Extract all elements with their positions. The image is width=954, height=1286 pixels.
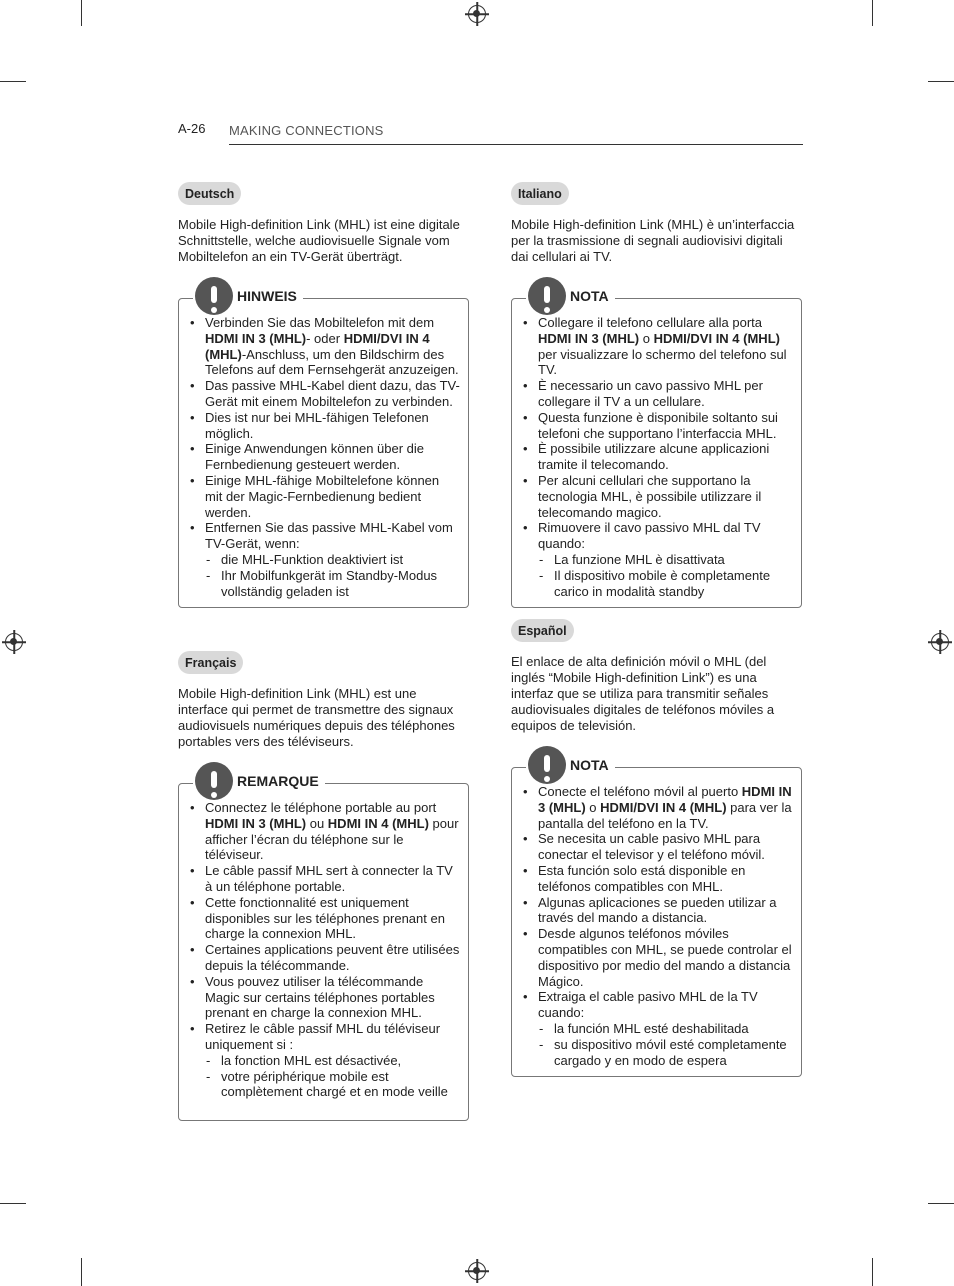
intro-paragraph: El enlace de alta definición móvil o MHL (del inglés “Mobile High-definition Link”) es una interfaz que se utiliza para transmitir señales audiovisuales digitales de teléfonos móviles a equipos de televisión. xyxy=(511,654,775,733)
note-list xyxy=(189,315,460,599)
note-box xyxy=(178,773,469,1121)
note-title: NOTA xyxy=(570,757,609,773)
note-header xyxy=(526,277,615,315)
sub-list-item: - Ihr Mobilfunkgerät im Standby-Modus vollständig geladen ist xyxy=(205,568,460,600)
note-box xyxy=(178,288,469,608)
list-item: • Collegare il telefono cellulare alla porta HDMI IN 3 (MHL) o HDMI/DVI IN 4 (MHL) per visualizzare lo schermo del telefono sul TV. xyxy=(522,315,793,378)
list-item: • Algunas aplicaciones se pueden utilizar a través del mando a distancia. xyxy=(522,895,793,927)
sub-list-item: - die MHL-Funktion deaktiviert ist xyxy=(205,552,460,568)
note-list xyxy=(189,800,460,1100)
language-badge: Español xyxy=(511,619,574,642)
sub-list xyxy=(205,1053,460,1100)
list-item: • Per alcuni cellulari che supportano la tecnologia MHL, è possibile utilizzare il telecomando magico. xyxy=(522,473,793,520)
registration-mark-icon xyxy=(468,1262,486,1280)
list-item: • Das passive MHL-Kabel dient dazu, das TV-Gerät mit einem Mobiltelefon zu verbinden. xyxy=(189,378,460,410)
note-header xyxy=(193,762,325,800)
registration-mark-icon xyxy=(468,5,486,23)
note-title: HINWEIS xyxy=(237,288,297,304)
note-header xyxy=(193,277,303,315)
crop-mark xyxy=(0,81,26,82)
crop-mark xyxy=(81,0,82,26)
note-box xyxy=(511,757,802,1077)
note-list xyxy=(522,315,793,599)
note-title: NOTA xyxy=(570,288,609,304)
list-item: • Le câble passif MHL sert à connecter la TV à un téléphone portable. xyxy=(189,863,460,895)
list-item: • Retirez le câble passif MHL du téléviseur uniquement si : - la fonction MHL est désactivée, - votre périphérique mobile est complètement chargé et en mode veille xyxy=(189,1021,460,1100)
sub-list-item: - La funzione MHL è disattivata xyxy=(538,552,793,568)
exclamation-icon xyxy=(528,746,566,784)
registration-mark-icon xyxy=(931,633,949,651)
crop-mark xyxy=(81,1258,82,1286)
sub-list-item: - la fonction MHL est désactivée, xyxy=(205,1053,460,1069)
crop-mark xyxy=(872,1258,873,1286)
list-item: • Conecte el teléfono móvil al puerto HDMI IN 3 (MHL) o HDMI/DVI IN 4 (MHL) para ver la pantalla del teléfono en la TV. xyxy=(522,784,793,831)
crop-mark xyxy=(872,0,873,26)
intro-paragraph: Mobile High-definition Link (MHL) ist eine digitale Schnittstelle, welche audiovisuelle Signale vom Mobiltelefon an ein TV-Gerät überträgt. xyxy=(178,217,460,264)
note-title: REMARQUE xyxy=(237,773,319,789)
list-item: • Connectez le téléphone portable au port HDMI IN 3 (MHL) ou HDMI IN 4 (MHL) pour afficher l’écran du téléphone sur le téléviseur. xyxy=(189,800,460,863)
list-item: • Esta función solo está disponible en teléfonos compatibles con MHL. xyxy=(522,863,793,895)
note-list xyxy=(522,784,793,1068)
list-item: • È necessario un cavo passivo MHL per collegare il TV a un cellulare. xyxy=(522,378,793,410)
language-badge: Français xyxy=(178,651,243,674)
list-item: • Se necesita un cable pasivo MHL para conectar el televisor y el teléfono móvil. xyxy=(522,831,793,863)
sub-list xyxy=(538,552,793,599)
list-item: • Dies ist nur bei MHL-fähigen Telefonen möglich. xyxy=(189,410,460,442)
language-badge: Italiano xyxy=(511,182,569,205)
intro-paragraph: Mobile High-definition Link (MHL) est une interface qui permet de transmettre des signaux audiovisuels numériques depuis des téléphones portables vers des téléviseurs. xyxy=(178,686,455,749)
sub-list-item: - su dispositivo móvil esté completamente cargado y en modo de espera xyxy=(538,1037,793,1069)
list-item: • Extraiga el cable pasivo MHL de la TV cuando: - la función MHL esté deshabilitada - su dispositivo móvil esté completamente cargado y en modo de espera xyxy=(522,989,793,1068)
list-item: • Desde algunos teléfonos móviles compatibles con MHL, se puede controlar el dispositivo por medio del mando a distancia Mágico. xyxy=(522,926,793,989)
exclamation-icon xyxy=(528,277,566,315)
list-item: • Rimuovere il cavo passivo MHL dal TV quando: - La funzione MHL è disattivata - Il dispositivo mobile è completamente carico in modalità standby xyxy=(522,520,793,599)
list-item: • Verbinden Sie das Mobiltelefon mit dem HDMI IN 3 (MHL)- oder HDMI/DVI IN 4 (MHL)-Anschluss, um den Bildschirm des Telefons auf dem Fernsehgerät anzuzeigen. xyxy=(189,315,460,378)
sub-list-item: - votre périphérique mobile est complètement chargé et en mode veille xyxy=(205,1069,460,1101)
page-number: A-26 xyxy=(178,121,206,136)
list-item: • Einige MHL-fähige Mobiltelefone können mit der Magic-Fernbedienung bedient werden. xyxy=(189,473,460,520)
list-item: • È possibile utilizzare alcune applicazioni tramite il telecomando. xyxy=(522,441,793,473)
list-item: • Certaines applications peuvent être utilisées depuis la télécommande. xyxy=(189,942,460,974)
registration-mark-icon xyxy=(5,633,23,651)
list-item: • Cette fonctionnalité est uniquement disponibles sur les téléphones prenant en charge la connexion MHL. xyxy=(189,895,460,942)
section-deutsch xyxy=(178,182,469,608)
section-title: MAKING CONNECTIONS xyxy=(229,123,384,138)
crop-mark xyxy=(0,1203,26,1204)
exclamation-icon xyxy=(195,762,233,800)
section-francais xyxy=(178,651,469,1121)
intro-paragraph: Mobile High-definition Link (MHL) è un’interfaccia per la trasmissione di segnali audiovisivi digitali dai cellulari ai TV. xyxy=(511,217,795,264)
list-item: • Questa funzione è disponibile soltanto sui telefoni che supportano l’interfaccia MHL. xyxy=(522,410,793,442)
crop-mark xyxy=(928,81,954,82)
crop-mark xyxy=(928,1203,954,1204)
section-italiano xyxy=(511,182,802,608)
section-espanol xyxy=(511,619,802,1077)
list-item: • Entfernen Sie das passive MHL-Kabel vom TV-Gerät, wenn: - die MHL-Funktion deaktiviert ist - Ihr Mobilfunkgerät im Standby-Modus vollständig geladen ist xyxy=(189,520,460,599)
sub-list xyxy=(538,1021,793,1068)
header-rule xyxy=(229,144,803,145)
list-item: • Vous pouvez utiliser la télécommande Magic sur certains téléphones portables prenant en charge la connexion MHL. xyxy=(189,974,460,1021)
note-header xyxy=(526,746,615,784)
exclamation-icon xyxy=(195,277,233,315)
sub-list xyxy=(205,552,460,599)
sub-list-item: - Il dispositivo mobile è completamente carico in modalità standby xyxy=(538,568,793,600)
note-box xyxy=(511,288,802,608)
language-badge: Deutsch xyxy=(178,182,241,205)
list-item: • Einige Anwendungen können über die Fernbedienung gesteuert werden. xyxy=(189,441,460,473)
sub-list-item: - la función MHL esté deshabilitada xyxy=(538,1021,793,1037)
